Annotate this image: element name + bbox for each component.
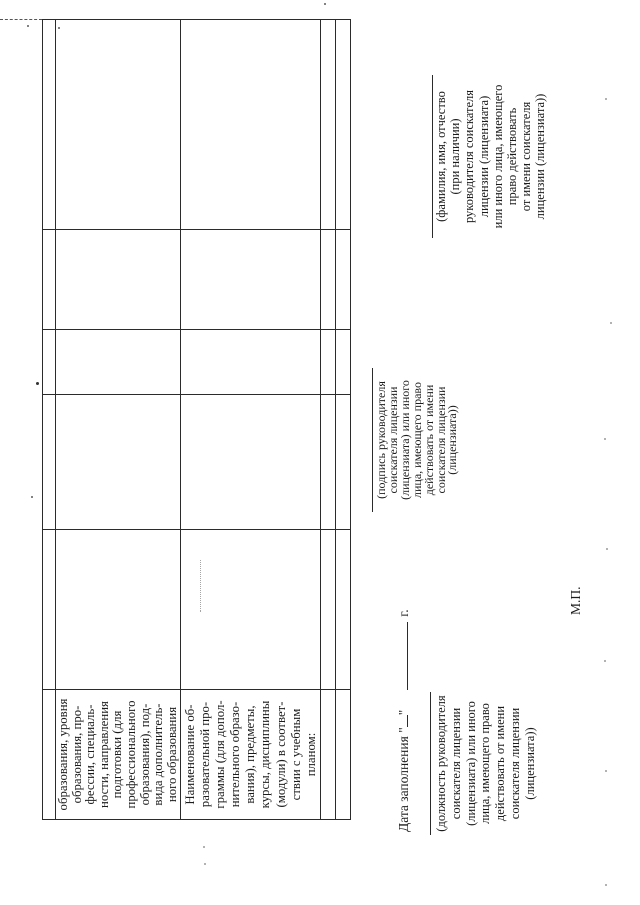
caption-line: (лицензиата)) [445, 405, 460, 475]
caption-line: действовать от имени [493, 705, 508, 822]
table-cell [181, 330, 321, 395]
year-suffix: г. [396, 609, 411, 617]
education-type-header-text [56, 690, 179, 819]
scan-noise-dot [605, 770, 607, 772]
table-row [336, 20, 351, 820]
table-cell [43, 690, 56, 820]
table-cell [56, 395, 181, 530]
table-cell [321, 20, 336, 230]
table-cell [321, 330, 336, 395]
stamp-place-mark: М.П. [568, 586, 583, 615]
table-cell [43, 395, 56, 530]
table-cell [321, 530, 336, 690]
caption-line: лицензии (лицензиата)) [533, 93, 548, 220]
caption-line: (подпись руководителя [374, 381, 388, 499]
caption-line: соискателя лицензии [433, 386, 448, 494]
header-text-line: образования, уровня [56, 698, 70, 811]
table-cell [56, 230, 181, 330]
table-row [56, 20, 181, 820]
caption-line: от имени соискателя [519, 101, 534, 212]
table-top-edge-line [0, 19, 42, 20]
header-text-line: курсы, дисциплины [258, 700, 273, 809]
full-name-caption [433, 75, 548, 238]
day-close-quote: " [396, 709, 411, 716]
program-name-header-text [181, 690, 319, 819]
caption-line: лицензии (лицензиата) [476, 95, 491, 218]
table-cell [43, 20, 56, 230]
education-programs-table [42, 19, 351, 820]
scan-noise-dot [31, 496, 33, 498]
table-row [181, 20, 321, 820]
scan-noise-dot [203, 846, 205, 848]
position-caption [431, 692, 538, 835]
caption-line: (фамилия, имя, отчество [434, 91, 448, 222]
caption-line: лица, имеющего право [478, 703, 493, 824]
month-blank-line [397, 622, 408, 690]
full-name-signature-block [432, 75, 548, 238]
day-blank-line [397, 715, 408, 727]
header-text-line: профессионального [123, 700, 138, 809]
caption-line: (при наличии) [448, 118, 463, 195]
scan-noise-dot [610, 322, 612, 324]
signature-block [372, 368, 459, 512]
table-cell [56, 20, 181, 230]
caption-line: действовать от имени [421, 384, 436, 496]
header-text-line: Наименование об- [183, 704, 197, 805]
header-text-line: вида дополнитель- [151, 703, 166, 806]
scan-noise-dot [58, 27, 60, 29]
scan-noise-dot [606, 548, 608, 550]
fill-date-row [396, 609, 412, 832]
caption-line: (лицензиата) или иного [463, 701, 478, 826]
caption-line: (лицензиата)) [522, 727, 537, 800]
header-text-line: вания), предметы, [243, 705, 258, 804]
header-text-line: образования), под- [137, 703, 152, 806]
table-row [321, 20, 336, 820]
day-open-quote: " [396, 727, 411, 733]
header-text-line: образования, про- [69, 705, 84, 804]
scan-noise-dot [324, 3, 326, 5]
header-text-line: ности, направления [96, 701, 111, 808]
caption-line: (лицензиата) или иного [397, 380, 412, 500]
caption-line: соискателя лицензии [507, 707, 522, 820]
header-text-line: (модули) в соответ- [273, 701, 288, 808]
table-cell [321, 230, 336, 330]
fill-date-label: Дата заполнения [396, 736, 411, 832]
header-text-line: планом: [303, 732, 318, 777]
table-cell [56, 330, 181, 395]
scan-noise-dot [604, 438, 606, 440]
table-cell [56, 530, 181, 690]
header-text-line: нительного образо- [228, 701, 243, 808]
table-cell [43, 330, 56, 395]
signature-caption [373, 368, 459, 512]
table-cell [336, 395, 351, 530]
caption-line: лица, имеющего право [409, 382, 424, 498]
scan-noise-dot [204, 863, 206, 865]
table-cell [336, 530, 351, 690]
caption-line: (должность руководителя [434, 695, 448, 832]
caption-line: право действовать [505, 107, 520, 206]
table-cell [181, 530, 321, 690]
table-cell [181, 20, 321, 230]
table-cell [321, 395, 336, 530]
table-cell [336, 330, 351, 395]
header-text-line: граммы (для допол- [213, 700, 228, 809]
header-text-line: ствии с учебным [288, 708, 303, 801]
scan-noise-line [200, 560, 201, 612]
table-cell [43, 530, 56, 690]
header-text-line: подготовки (для [110, 710, 125, 799]
caption-line: или иного лица, имеющего [490, 84, 505, 229]
caption-line: соискателя лицензии [448, 707, 463, 820]
header-text-line: разовательной про- [198, 701, 213, 808]
table-cell [336, 690, 351, 820]
scan-noise-dot [27, 25, 29, 27]
program-name-header-cell [181, 690, 321, 820]
position-signature-block [430, 692, 538, 835]
scan-noise-dot [36, 382, 39, 385]
education-type-header-cell [56, 690, 181, 820]
scan-noise-dot [604, 660, 606, 662]
table-cell [336, 230, 351, 330]
table-cell [321, 690, 336, 820]
table-cell [336, 20, 351, 230]
scan-noise-dot [605, 98, 607, 100]
table-row [43, 20, 56, 820]
header-text-line: ного образования [164, 706, 179, 803]
header-text-line: фессии, специаль- [83, 704, 98, 805]
table-cell [181, 395, 321, 530]
table-cell [181, 230, 321, 330]
caption-line: руководителя соискателя [462, 89, 477, 224]
caption-line: соискателя лицензии [385, 386, 400, 494]
scan-noise-dot [605, 884, 607, 886]
table-cell [43, 230, 56, 330]
